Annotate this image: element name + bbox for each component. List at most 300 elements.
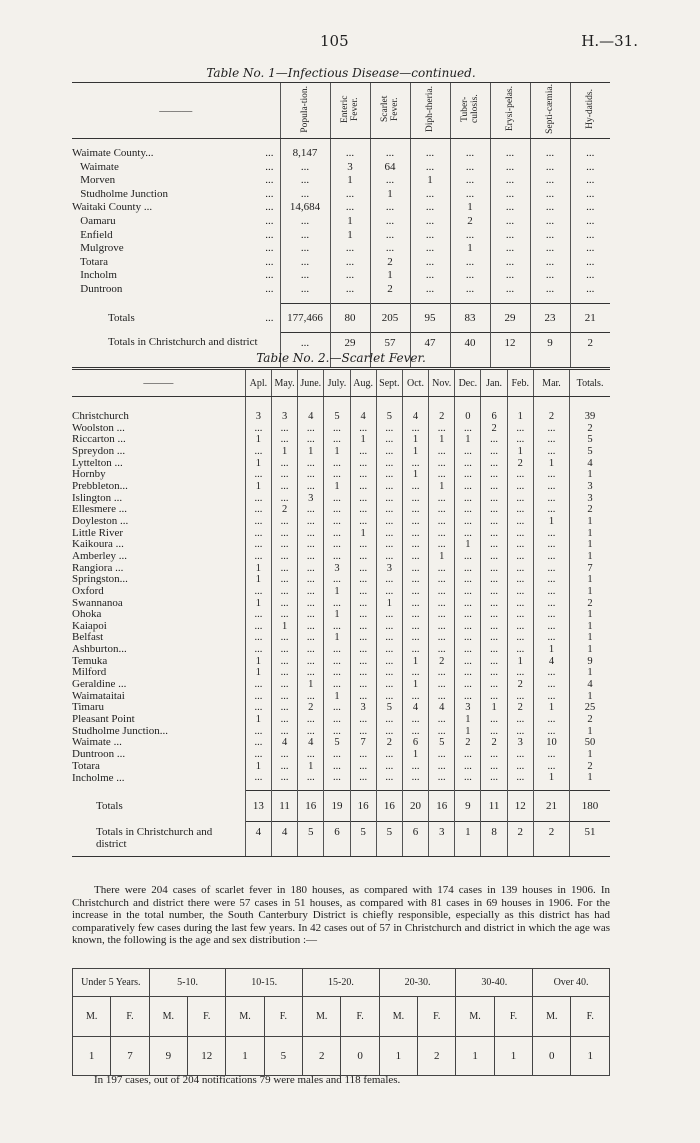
table2-value-cell: 1 [429, 481, 455, 493]
table2-value-cell: ... [298, 434, 324, 446]
table2-total-cell: 16 [376, 791, 402, 822]
table2-value-cell: ... [533, 667, 569, 679]
table2-place-cell: Islington ... [72, 491, 123, 504]
table2-value-cell: 1 [324, 691, 350, 703]
table2-value-cell: ... [298, 609, 324, 621]
table2-value-cell: ... [298, 539, 324, 551]
table2-row [72, 737, 610, 749]
table2-district-label-cell: Totals in Christchurch and district [72, 822, 245, 857]
table2-value-cell: 3 [455, 702, 481, 714]
table2-value-cell: 1 [245, 563, 271, 575]
table2-value-cell: 4 [429, 702, 455, 714]
table1-column-header [570, 83, 610, 139]
table2-place-cell: Temuka [72, 654, 108, 667]
table2-row [72, 528, 610, 540]
table2-row [72, 574, 610, 586]
table1-place-cell [72, 229, 280, 243]
table2-value-cell: 1 [533, 644, 569, 656]
page-number: 105 [320, 32, 349, 50]
table2-row [72, 434, 610, 446]
table2-value-cell: ... [429, 469, 455, 481]
table2-value-cell: 1 [570, 586, 610, 598]
table2-value-cell: ... [507, 574, 533, 586]
table2-place-cell: Oxford [72, 584, 104, 597]
table2-value-cell: 1 [570, 621, 610, 633]
table2-value-cell: 4 [402, 397, 428, 423]
table2-value-cell: ... [350, 598, 376, 610]
table2-value-cell: ... [298, 586, 324, 598]
table2-value-cell: ... [402, 504, 428, 516]
leader-dots: ... [265, 174, 274, 187]
table2-value-cell: ... [402, 551, 428, 563]
table2-place-cell: Little River [72, 526, 124, 539]
table2-value-cell: ... [429, 539, 455, 551]
table1-value-cell: 1 [330, 229, 370, 243]
table1-value-cell: ... [530, 188, 570, 202]
table2-value-cell: 2 [570, 714, 610, 726]
table2-value-cell: ... [324, 726, 350, 738]
table2-value-cell: ... [271, 574, 297, 586]
table1-value-cell: ... [570, 174, 610, 188]
sex-header: F. [494, 997, 532, 1037]
table2-value-cell: 3 [324, 563, 350, 575]
table2-total-cell: 16 [429, 791, 455, 822]
table2-value-cell: ... [533, 528, 569, 540]
table2-value-cell: ... [350, 656, 376, 668]
table2-value-cell: 1 [507, 397, 533, 423]
table1-value-cell: ... [490, 242, 530, 256]
table2-value-cell: ... [376, 481, 402, 493]
table2-value-cell: ... [507, 563, 533, 575]
table2-district-total-cell: 6 [402, 822, 428, 857]
table2-value-cell: 1 [245, 656, 271, 668]
table2-value-cell: 5 [570, 446, 610, 458]
table2-value-cell: ... [376, 656, 402, 668]
table2-place-cell: Springston... [72, 573, 128, 586]
age-group-header: 20-30. [379, 969, 456, 997]
table2-value-cell: 5 [324, 397, 350, 423]
table2-value-cell: 1 [245, 458, 271, 470]
table2-value-cell: 39 [570, 397, 610, 423]
table2-value-cell: ... [402, 644, 428, 656]
table2-value-cell: ... [429, 598, 455, 610]
table2-value-cell: ... [533, 481, 569, 493]
table1-column-header [330, 83, 370, 139]
table2-total-cell: 16 [298, 791, 324, 822]
table2-value-cell: ... [481, 539, 507, 551]
table2-value-cell: 1 [533, 516, 569, 528]
table2-district-total-cell: 5 [298, 822, 324, 857]
table1-total-cell: 29 [490, 303, 530, 332]
table2-totals-row [72, 791, 610, 822]
table2-value-cell: ... [245, 644, 271, 656]
table2-value-cell: ... [271, 551, 297, 563]
table2-value-cell: ... [402, 598, 428, 610]
table1-value-cell: ... [280, 256, 330, 270]
table2-value-cell: ... [402, 493, 428, 505]
table2-total-cell: 20 [402, 791, 428, 822]
table2-place-cell: Kaiapoi [72, 619, 107, 632]
table2-value-cell: 1 [533, 702, 569, 714]
table2-value-cell: ... [507, 528, 533, 540]
table2-value-cell: ... [271, 481, 297, 493]
table2-value-cell: ... [271, 539, 297, 551]
table1-total-cell: 205 [370, 303, 410, 332]
table1-district-label-cell: Totals in Christchurch and district [72, 332, 280, 367]
table2-value-cell: ... [533, 446, 569, 458]
age-group-header: 10-15. [226, 969, 303, 997]
table1-value-cell: ... [530, 139, 570, 161]
table2-value-cell: ... [429, 691, 455, 703]
table2-place-cell: Prebbleton... [72, 479, 128, 492]
table1-place-cell [72, 161, 280, 175]
table2-value-cell: ... [298, 598, 324, 610]
table2-total-cell: 11 [481, 791, 507, 822]
table2-month-header: Nov. [429, 370, 455, 397]
sex-header: M. [73, 997, 111, 1037]
table2-value-cell: ... [507, 632, 533, 644]
table2-value-cell: ... [376, 714, 402, 726]
table2-value-cell: ... [507, 493, 533, 505]
sex-header: F. [264, 997, 302, 1037]
table1-district-total-cell: ... [280, 332, 330, 367]
table1-value-cell: ... [570, 201, 610, 215]
table2-place-cell: Belfast [72, 631, 104, 644]
table2-district-total-cell: 1 [455, 822, 481, 857]
table2-value-cell: ... [455, 679, 481, 691]
table2-value-cell: ... [455, 761, 481, 773]
table2-value-cell: ... [324, 621, 350, 633]
table1-value-cell: ... [490, 269, 530, 283]
table2-value-cell: ... [533, 574, 569, 586]
table1-value-cell: ... [330, 188, 370, 202]
table2-value-cell: 7 [570, 563, 610, 575]
table2-row [72, 397, 610, 423]
table1-value-cell: ... [410, 188, 450, 202]
table2-value-cell: 2 [570, 423, 610, 435]
table2-value-cell: ... [402, 667, 428, 679]
table2-row [72, 504, 610, 516]
table1-value-cell: ... [370, 174, 410, 188]
table2-value-cell: ... [350, 726, 376, 738]
table2-value-cell: ... [245, 772, 271, 790]
table2-value-cell: ... [376, 691, 402, 703]
table2-row [72, 481, 610, 493]
table2-value-cell: ... [298, 621, 324, 633]
table2-value-cell: ... [350, 679, 376, 691]
table2-value-cell: ... [455, 621, 481, 633]
table2-value-cell: 1 [324, 446, 350, 458]
table2-place-cell: Duntroon ... [72, 748, 126, 761]
table2-value-cell: ... [455, 493, 481, 505]
table2-value-cell: ... [271, 679, 297, 691]
table1-value-cell: 1 [330, 174, 370, 188]
table1-column-label: Erysi-pelas. [505, 86, 515, 132]
table2-row [72, 493, 610, 505]
table2-district-total-cell: 8 [481, 822, 507, 857]
age-group-header: 30-40. [456, 969, 533, 997]
table2-value-cell: ... [507, 772, 533, 790]
table2-value-cell: ... [271, 714, 297, 726]
table2-value-cell: ... [350, 493, 376, 505]
table2-value-cell: ... [402, 458, 428, 470]
table2-value-cell: 9 [570, 656, 610, 668]
scarlet-fever-table [72, 369, 610, 857]
table1-blank-header: ——— [72, 83, 280, 139]
table2-value-cell: ... [455, 504, 481, 516]
table2-value-cell: ... [533, 691, 569, 703]
table2-value-cell: ... [533, 632, 569, 644]
table2-value-cell: ... [507, 504, 533, 516]
table2-value-cell: ... [402, 761, 428, 773]
table1-value-cell: ... [530, 215, 570, 229]
table2-value-cell: ... [429, 621, 455, 633]
table1-value-cell: ... [450, 229, 490, 243]
table2-value-cell: ... [350, 667, 376, 679]
table2-value-cell: ... [376, 679, 402, 691]
age-count-cell: 1 [226, 1037, 264, 1076]
table2-value-cell: ... [507, 749, 533, 761]
table2-value-cell: ... [455, 574, 481, 586]
table1-row [72, 256, 610, 270]
table1-value-cell: 14,684 [280, 201, 330, 215]
table2-value-cell: ... [455, 632, 481, 644]
table2-value-cell: 3 [507, 737, 533, 749]
table2-value-cell: ... [481, 481, 507, 493]
table2-value-cell: 1 [324, 586, 350, 598]
place-name: Waimate [72, 160, 119, 173]
table2-value-cell: 1 [271, 446, 297, 458]
table1-place-cell [72, 139, 280, 161]
table1-district-total-cell: 9 [530, 332, 570, 367]
table2-row [72, 679, 610, 691]
table2-total-cell: 19 [324, 791, 350, 822]
table1-column-label: Septi-cæmia. [545, 84, 555, 134]
table2-value-cell: ... [376, 749, 402, 761]
table2-value-cell: ... [429, 772, 455, 790]
table2-value-cell: ... [271, 434, 297, 446]
table1-value-cell: ... [410, 161, 450, 175]
age-count-cell: 2 [418, 1037, 456, 1076]
table1-title: Table No. 1—Infectious Disease—continued. [206, 66, 476, 80]
table2-value-cell: 2 [271, 504, 297, 516]
table1-row [72, 201, 610, 215]
table2-value-cell: ... [429, 516, 455, 528]
table2-value-cell: 4 [298, 737, 324, 749]
table2-value-cell: 1 [402, 679, 428, 691]
table1-district-total-cell: 12 [490, 332, 530, 367]
table1-value-cell: ... [330, 256, 370, 270]
table2-value-cell: 1 [402, 469, 428, 481]
table2-value-cell: 1 [298, 446, 324, 458]
table2-value-cell: ... [298, 481, 324, 493]
table2-value-cell: ... [350, 761, 376, 773]
table1-place-cell [72, 188, 280, 202]
table2-value-cell: ... [350, 551, 376, 563]
table2-place-cell: Ellesmere ... [72, 503, 127, 516]
table2-value-cell: ... [481, 598, 507, 610]
table1-place-cell [72, 201, 280, 215]
table2-value-cell: ... [324, 656, 350, 668]
table2-value-cell: 1 [245, 481, 271, 493]
table1-value-cell: ... [530, 174, 570, 188]
table2-value-cell: ... [324, 667, 350, 679]
table2-value-cell: ... [350, 621, 376, 633]
page-header [0, 32, 700, 52]
table2-value-cell: 0 [455, 397, 481, 423]
leader-dots: ... [265, 228, 274, 241]
table2-value-cell: ... [350, 516, 376, 528]
table2-value-cell: ... [271, 609, 297, 621]
table2-value-cell: ... [455, 458, 481, 470]
table2-value-cell: ... [298, 458, 324, 470]
table2-value-cell: ... [298, 772, 324, 790]
table1-value-cell: ... [450, 161, 490, 175]
table1-value-cell: ... [330, 283, 370, 303]
table2-place-cell: Lyttelton ... [72, 456, 123, 469]
table2-value-cell: 1 [402, 749, 428, 761]
leader-dots: ... [265, 311, 274, 324]
table2-value-cell: 1 [455, 434, 481, 446]
table2-value-cell: ... [271, 586, 297, 598]
table2-value-cell: ... [298, 691, 324, 703]
table2-value-cell: ... [481, 656, 507, 668]
table2-place-cell: Waimate ... [72, 736, 122, 749]
table2-value-cell: 1 [570, 528, 610, 540]
table1-row [72, 242, 610, 256]
table2-value-cell: ... [324, 493, 350, 505]
age-group-header: Under 5 Years. [73, 969, 150, 997]
table2-row [72, 551, 610, 563]
age-count-cell: 12 [188, 1037, 226, 1076]
table2-row [72, 621, 610, 633]
table2-place-cell: Totara [72, 759, 100, 772]
table2-value-cell: ... [429, 446, 455, 458]
table1-row [72, 161, 610, 175]
table2-month-header: Apl. [245, 370, 271, 397]
table2-value-cell: ... [402, 714, 428, 726]
table2-value-cell: ... [481, 761, 507, 773]
age-sex-distribution-table [72, 968, 610, 1076]
table2-row [72, 632, 610, 644]
table2-value-cell: ... [533, 726, 569, 738]
table2-row [72, 516, 610, 528]
table2-value-cell: 3 [570, 481, 610, 493]
table2-row [72, 644, 610, 656]
table2-row [72, 691, 610, 703]
sex-header: F. [111, 997, 149, 1037]
table2-value-cell: 2 [481, 423, 507, 435]
table2-place-cell: Woolston ... [72, 421, 125, 434]
table1-place-cell [72, 283, 280, 303]
table2-value-cell: ... [533, 434, 569, 446]
table2-value-cell: ... [533, 586, 569, 598]
table2-value-cell: ... [507, 609, 533, 621]
table2-value-cell: ... [481, 621, 507, 633]
table2-value-cell: ... [298, 749, 324, 761]
table2-value-cell: ... [481, 632, 507, 644]
table2-value-cell: ... [429, 761, 455, 773]
table2-value-cell: ... [350, 749, 376, 761]
table2-row [72, 656, 610, 668]
table2-district-total-cell: 5 [350, 822, 376, 857]
table2-value-cell: ... [324, 598, 350, 610]
table2-place-cell: Hornby [72, 468, 106, 481]
table2-value-cell: ... [298, 528, 324, 540]
sex-header: M. [303, 997, 341, 1037]
table1-value-cell: ... [490, 256, 530, 270]
table2-value-cell: 7 [350, 737, 376, 749]
table2-value-cell: 4 [570, 458, 610, 470]
table2-value-cell: 2 [570, 504, 610, 516]
table2-value-cell: ... [455, 563, 481, 575]
table2-month-header: Oct. [402, 370, 428, 397]
table2-value-cell: 1 [429, 434, 455, 446]
table2-value-cell: ... [271, 691, 297, 703]
table2-value-cell: ... [376, 621, 402, 633]
table2-value-cell: 1 [298, 679, 324, 691]
table1-value-cell: 2 [370, 256, 410, 270]
table2-value-cell: ... [429, 749, 455, 761]
table2-row [72, 761, 610, 773]
sex-header: M. [379, 997, 417, 1037]
table2-row [72, 423, 610, 435]
table1-row [72, 188, 610, 202]
table2-value-cell: ... [324, 772, 350, 790]
table2-place-cell: Waimataitai [72, 689, 125, 702]
table2-value-cell: 1 [570, 726, 610, 738]
table2-value-cell: ... [376, 586, 402, 598]
table2-value-cell: ... [481, 726, 507, 738]
table2-value-cell: ... [324, 423, 350, 435]
table2-row [72, 563, 610, 575]
table2-total-cell: 9 [455, 791, 481, 822]
table2-value-cell: ... [350, 574, 376, 586]
table2-value-cell: ... [455, 749, 481, 761]
table2-value-cell: ... [455, 516, 481, 528]
table2-value-cell: ... [376, 493, 402, 505]
table2-place-cell: Ohoka [72, 608, 102, 621]
table2-value-cell: ... [350, 609, 376, 621]
table1-value-cell: ... [370, 215, 410, 229]
place-name: Incholm [72, 269, 117, 282]
table1-place-cell [72, 215, 280, 229]
table2-value-cell: 2 [507, 679, 533, 691]
table2-value-cell: ... [533, 504, 569, 516]
table2-value-cell: ... [376, 446, 402, 458]
table2-value-cell: ... [481, 644, 507, 656]
table2-value-cell: 1 [350, 434, 376, 446]
table2-value-cell: 4 [402, 702, 428, 714]
table2-value-cell: ... [271, 749, 297, 761]
table2-place-cell: Incholme ... [72, 771, 125, 784]
table2-value-cell: 1 [570, 551, 610, 563]
table2-value-cell: ... [324, 574, 350, 586]
table1-value-cell: ... [450, 269, 490, 283]
place-name: Oamaru [72, 214, 116, 227]
leader-dots: ... [265, 160, 274, 173]
table1-value-cell: ... [490, 174, 530, 188]
table2-value-cell: ... [507, 691, 533, 703]
table2-value-cell: ... [533, 714, 569, 726]
table1-value-cell: ... [570, 229, 610, 243]
table2-value-cell: ... [298, 667, 324, 679]
table1-row [72, 174, 610, 188]
table1-value-cell: ... [280, 283, 330, 303]
table2-value-cell: ... [481, 446, 507, 458]
table1-total-cell: 23 [530, 303, 570, 332]
table2-value-cell: ... [533, 423, 569, 435]
